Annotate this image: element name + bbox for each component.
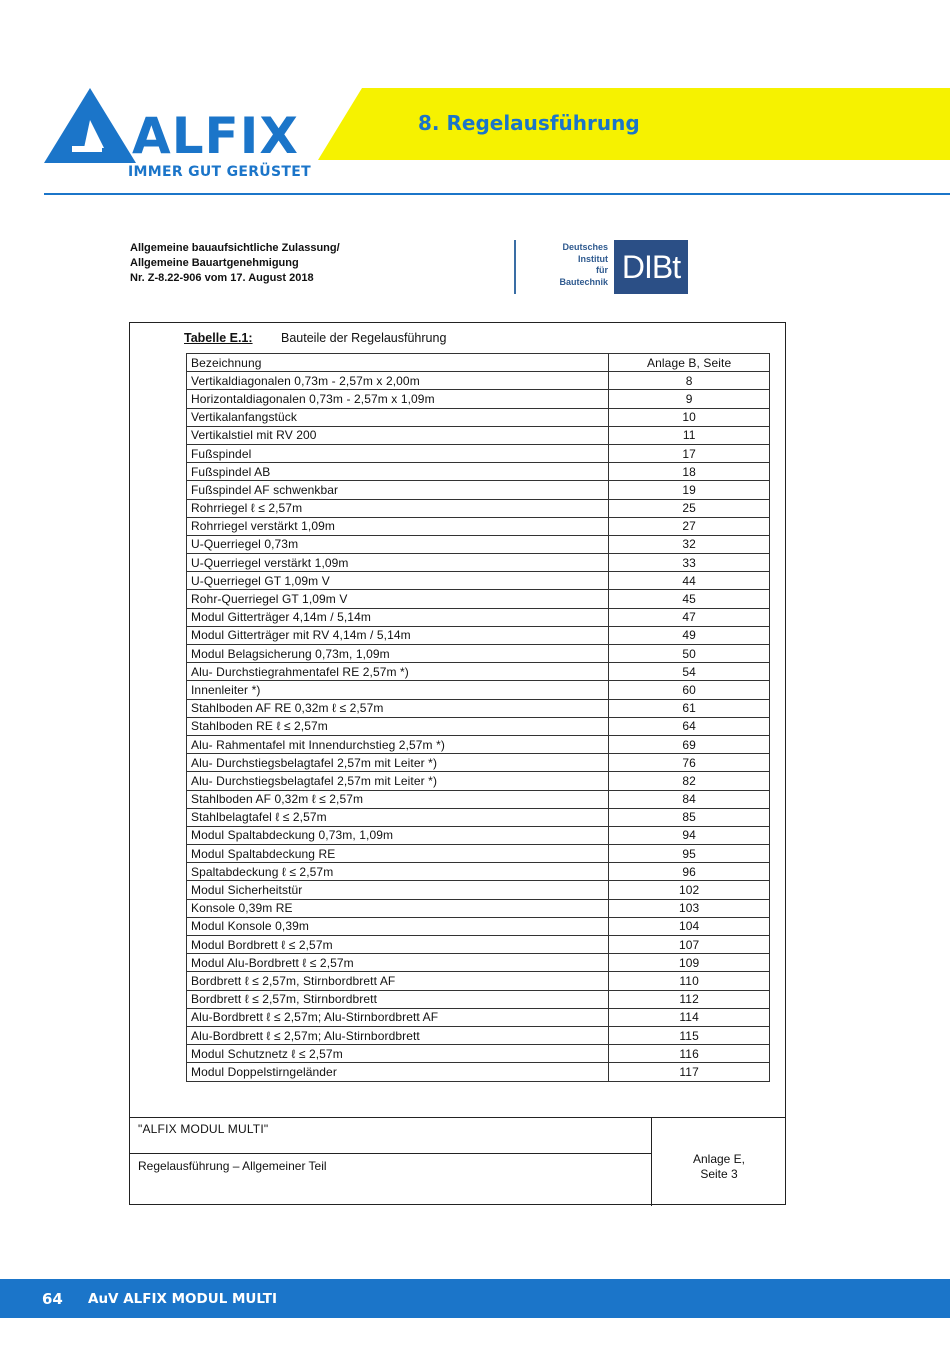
product-name: "ALFIX MODUL MULTI" [138,1122,269,1136]
row-page: 9 [609,390,770,408]
row-page: 25 [609,499,770,517]
document-frame [129,322,786,1205]
row-page: 102 [609,881,770,899]
table-row [187,517,770,535]
row-name: Rohr-Querriegel GT 1,09m V [187,590,609,608]
table-row [187,372,770,390]
table-row [187,735,770,753]
row-name: Horizontaldiagonalen 0,73m - 2,57m x 1,09m [187,390,609,408]
row-page: 54 [609,663,770,681]
alfix-logo-triangle-icon [44,88,144,163]
table-row [187,481,770,499]
table-row [187,444,770,462]
row-name: Modul Alu-Bordbrett ℓ ≤ 2,57m [187,954,609,972]
row-page: 11 [609,426,770,444]
anlage-cell [651,1118,785,1206]
row-name: Modul Konsole 0,39m [187,917,609,935]
row-name: Spaltabdeckung ℓ ≤ 2,57m [187,863,609,881]
row-name: U-Querriegel 0,73m [187,535,609,553]
row-name: Modul Gitterträger 4,14m / 5,14m [187,608,609,626]
row-page: 109 [609,954,770,972]
alfix-logo [44,88,311,183]
row-page: 104 [609,917,770,935]
table-row [187,863,770,881]
row-name: Modul Doppelstirngeländer [187,1063,609,1081]
table-row [187,535,770,553]
row-page: 60 [609,681,770,699]
row-name: Alu- Durchstiegsbelagtafel 2,57m mit Leiter *) [187,754,609,772]
table-row [187,681,770,699]
row-page: 61 [609,699,770,717]
row-page: 95 [609,845,770,863]
row-name: Modul Bordbrett ℓ ≤ 2,57m [187,936,609,954]
section-name: Regelausführung – Allgemeiner Teil [138,1159,327,1173]
row-page: 45 [609,590,770,608]
row-name: Alu-Bordbrett ℓ ≤ 2,57m; Alu-Stirnbordbrett AF [187,1008,609,1026]
row-page: 84 [609,790,770,808]
row-name: Stahlbelagtafel ℓ ≤ 2,57m [187,808,609,826]
table-row [187,936,770,954]
row-page: 114 [609,1008,770,1026]
table-row [187,463,770,481]
row-page: 17 [609,444,770,462]
row-name: Alu- Durchstiegrahmentafel RE 2,57m *) [187,663,609,681]
row-name: Modul Spaltabdeckung RE [187,845,609,863]
row-page: 44 [609,572,770,590]
table-row [187,845,770,863]
row-name: Stahlboden RE ℓ ≤ 2,57m [187,717,609,735]
table-row [187,626,770,644]
row-name: U-Querriegel verstärkt 1,09m [187,554,609,572]
row-page: 33 [609,554,770,572]
table-row [187,499,770,517]
approval-info [130,241,340,286]
row-name: Modul Spaltabdeckung 0,73m, 1,09m [187,826,609,844]
row-page: 96 [609,863,770,881]
row-name: Fußspindel [187,444,609,462]
table-row [187,990,770,1008]
document-footer [130,1117,785,1205]
row-name: Modul Sicherheitstür [187,881,609,899]
row-name: Modul Belagsicherung 0,73m, 1,09m [187,645,609,663]
row-name: Alu- Durchstiegsbelagtafel 2,57m mit Leiter *) [187,772,609,790]
row-name: Innenleiter *) [187,681,609,699]
row-page: 10 [609,408,770,426]
table-row [187,608,770,626]
row-page: 8 [609,372,770,390]
row-page: 27 [609,517,770,535]
table-row [187,426,770,444]
table-row [187,917,770,935]
dibt-logo [514,238,690,296]
table-row [187,663,770,681]
row-name: U-Querriegel GT 1,09m V [187,572,609,590]
page-footer-title: AuV ALFIX MODUL MULTI [88,1291,277,1307]
table-row [187,699,770,717]
row-page: 47 [609,608,770,626]
row-name: Rohrriegel verstärkt 1,09m [187,517,609,535]
parts-table [186,353,770,1082]
table-row [187,1063,770,1081]
table-row [187,954,770,972]
table-row [187,1045,770,1063]
row-page: 103 [609,899,770,917]
table-row [187,899,770,917]
column-header-page: Anlage B, Seite [609,354,770,372]
table-caption-text: Bauteile der Regelausführung [281,331,447,345]
table-row [187,408,770,426]
row-name: Alu-Bordbrett ℓ ≤ 2,57m; Alu-Stirnbordbrett [187,1026,609,1044]
row-name: Bordbrett ℓ ≤ 2,57m, Stirnbordbrett [187,990,609,1008]
table-row [187,1026,770,1044]
table-row [187,826,770,844]
table-header-row [187,354,770,372]
table-row [187,881,770,899]
header-divider [44,193,950,195]
row-name: Rohrriegel ℓ ≤ 2,57m [187,499,609,517]
dibt-logo-bar [514,240,516,294]
dibt-logo-text: Deutsches Institut für Bautechnik [559,242,608,287]
row-page: 116 [609,1045,770,1063]
row-name: Bordbrett ℓ ≤ 2,57m, Stirnbordbrett AF [187,972,609,990]
row-page: 115 [609,1026,770,1044]
row-page: 94 [609,826,770,844]
table-row [187,790,770,808]
row-page: 19 [609,481,770,499]
row-page: 32 [609,535,770,553]
row-page: 117 [609,1063,770,1081]
table-row [187,754,770,772]
table-row [187,645,770,663]
table-caption [184,331,447,345]
table-row [187,554,770,572]
row-name: Vertikalanfangstück [187,408,609,426]
page-number: 64 [42,1290,63,1308]
row-page: 76 [609,754,770,772]
row-page: 49 [609,626,770,644]
row-page: 85 [609,808,770,826]
table-row [187,717,770,735]
document-footer-product-cell [130,1118,651,1154]
row-name: Modul Gitterträger mit RV 4,14m / 5,14m [187,626,609,644]
table-row [187,390,770,408]
row-page: 82 [609,772,770,790]
row-name: Vertikaldiagonalen 0,73m - 2,57m x 2,00m [187,372,609,390]
table-row [187,808,770,826]
approval-line-2: Allgemeine Bauartgenehmigung [130,257,299,269]
table-row [187,572,770,590]
row-page: 64 [609,717,770,735]
row-name: Alu- Rahmentafel mit Innendurchstieg 2,57m *) [187,735,609,753]
column-header-name: Bezeichnung [187,354,609,372]
row-page: 69 [609,735,770,753]
row-name: Fußspindel AB [187,463,609,481]
row-name: Modul Schutznetz ℓ ≤ 2,57m [187,1045,609,1063]
row-name: Vertikalstiel mit RV 200 [187,426,609,444]
logo-word: ALFIX [132,107,299,165]
approval-number: Nr. Z-8.22-906 vom 17. August 2018 [130,272,314,284]
row-page: 107 [609,936,770,954]
table-row [187,1008,770,1026]
table-row [187,772,770,790]
row-name: Stahlboden AF 0,32m ℓ ≤ 2,57m [187,790,609,808]
table-row [187,972,770,990]
row-name: Fußspindel AF schwenkbar [187,481,609,499]
row-name: Stahlboden AF RE 0,32m ℓ ≤ 2,57m [187,699,609,717]
row-page: 110 [609,972,770,990]
row-name: Konsole 0,39m RE [187,899,609,917]
row-page: 18 [609,463,770,481]
approval-line-1: Allgemeine bauaufsichtliche Zulassung/ [130,242,340,254]
dibt-logo-abbr: DIBt [614,240,688,294]
table-row [187,590,770,608]
row-page: 112 [609,990,770,1008]
row-page: 50 [609,645,770,663]
logo-slogan: IMMER GUT GERÜSTET [128,164,311,180]
anlage-reference: Anlage E, Seite 3 [692,1152,746,1181]
table-caption-label: Tabelle E.1: [184,331,253,345]
section-title: 8. Regelausführung [418,111,640,135]
